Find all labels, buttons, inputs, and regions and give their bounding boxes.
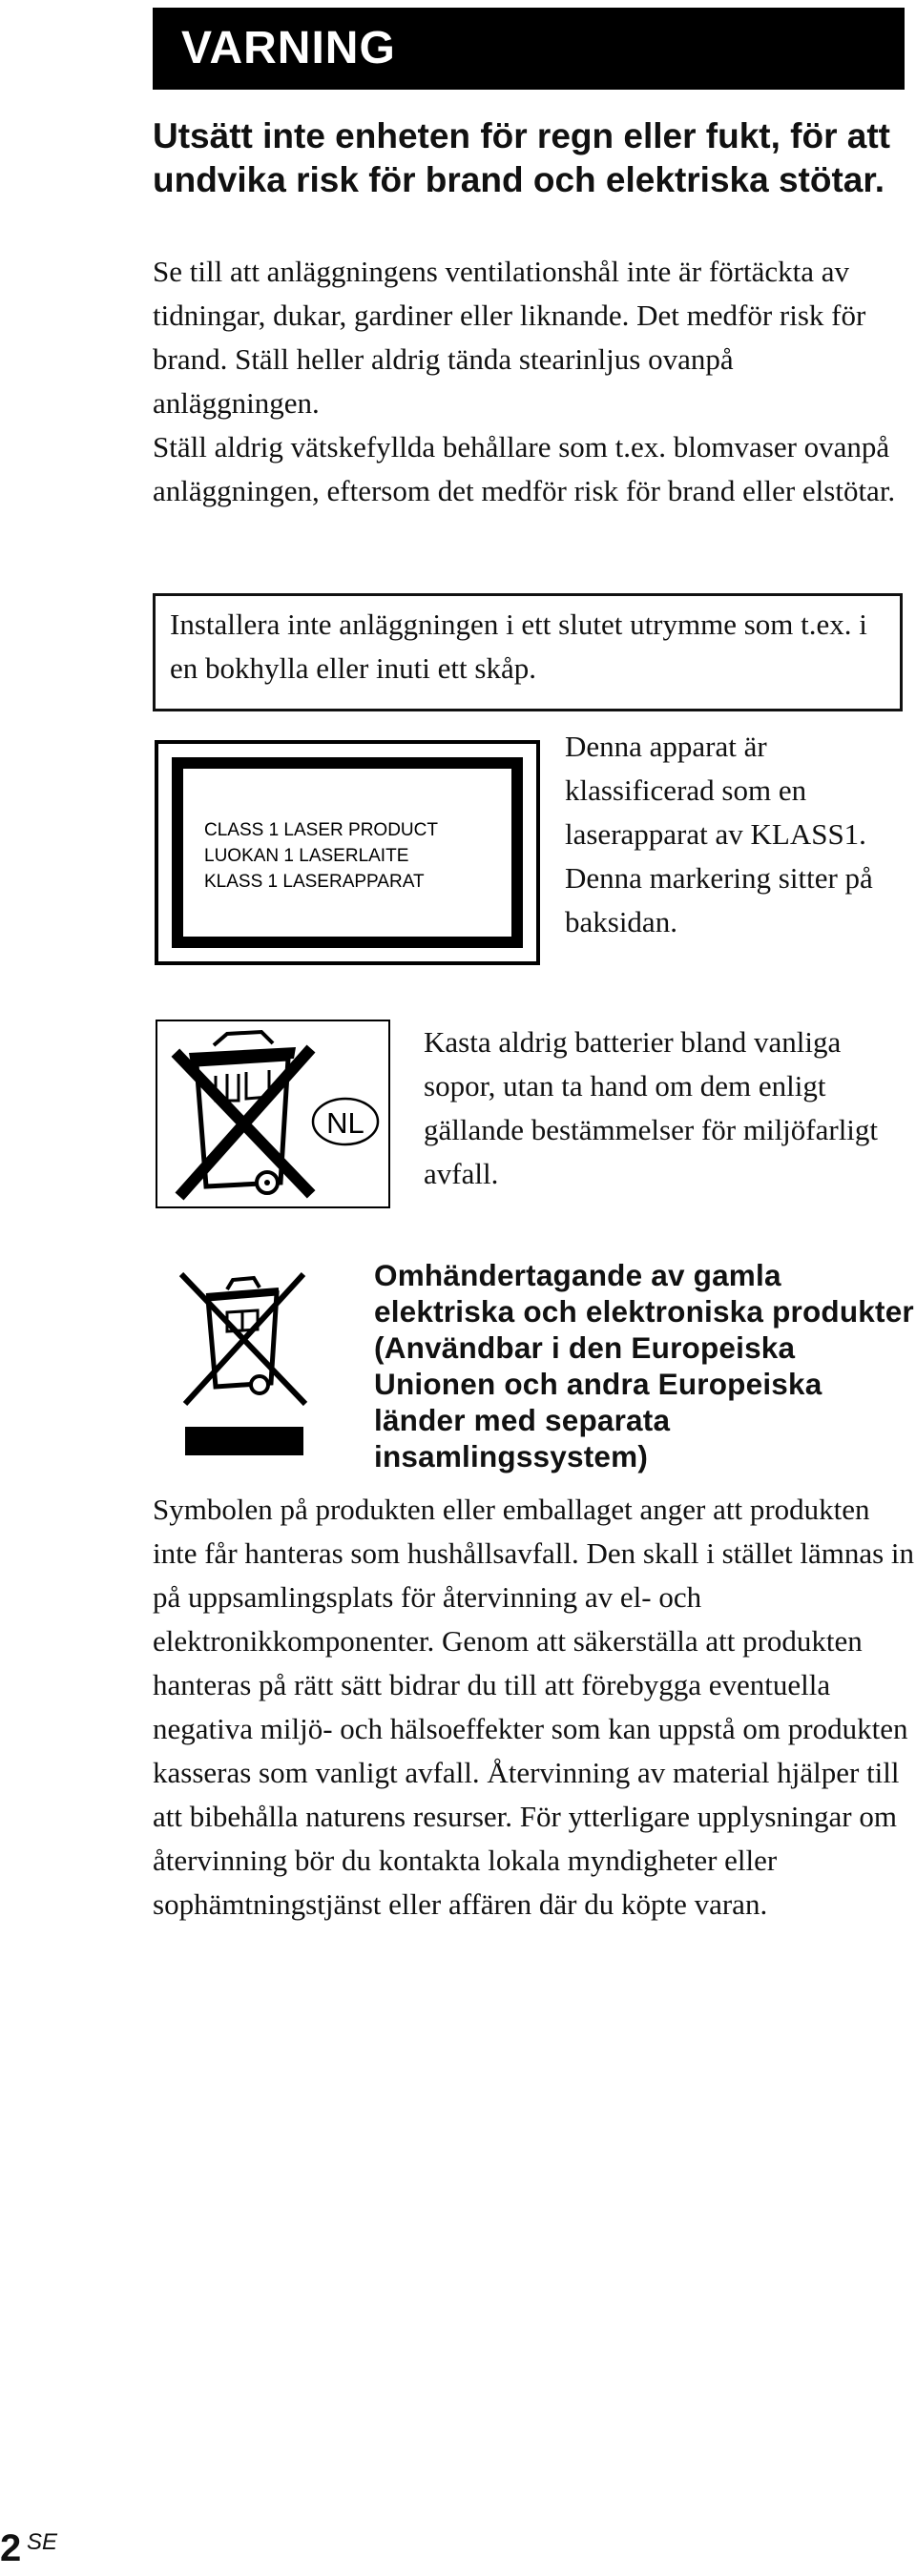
- battery-disposal-text: Kasta aldrig batterier bland vanliga sopor, utan ta hand om dem enligt gällande bestämmelser för miljöfarligt avfall.: [424, 1025, 879, 1190]
- laser-label-line3: KLASS 1 LASERAPPARAT: [204, 872, 425, 892]
- battery-disposal-nl-icon: [155, 1019, 391, 1209]
- laser-class-label: [155, 740, 540, 965]
- liquid-paragraph: Ställ aldrig vätskefyllda behållare som t.ex. blomvaser ovanpå anläggningen, eftersom det medför risk för brand eller elstötar.: [153, 430, 896, 507]
- page-language-suffix: SE: [27, 2529, 58, 2555]
- laser-description: Denna apparat är klassificerad som en laserapparat av KLASS1. Denna markering sitter på baksidan.: [565, 730, 873, 938]
- laser-label-line2: LUOKAN 1 LASERLAITE: [204, 846, 409, 866]
- install-notice-text: Installera inte anläggningen i ett slutet utrymme som t.ex. i en bokhylla eller inuti ett skåp.: [170, 608, 867, 685]
- page-number: 2: [0, 2527, 22, 2569]
- weee-crossed-bin-icon: [172, 1261, 313, 1461]
- laser-label-line1: CLASS 1 LASER PRODUCT: [204, 820, 438, 840]
- weee-heading: Omhändertagande av gamla elektriska och elektroniska produkter (Användbar i den Europeiska Unionen och andra Europeiska länder med separata insamlingssystem): [374, 1258, 914, 1473]
- warning-heading: Utsätt inte enheten för regn eller fukt, för att undvika risk för brand och elektriska stötar.: [153, 116, 890, 199]
- nl-symbol-text: NL: [326, 1106, 364, 1140]
- weee-paragraph: Symbolen på produkten eller emballaget anger att produkten inte får hanteras som hushållsavfall. Den skall i stället lämnas in på uppsamlingsplats för återvinning av el- och elektronikkomponenter. Genom att säkerställa att produkten hanteras på rätt sätt bidrar du till att förebygga eventuella negativa miljö- och hälsoeffekter som kan uppstå om produkten kasseras som vanligt avfall. Återvinning av material hjälper till att bibehålla naturens resurser. För ytterligare upplysningar om återvinning bör du kontakta lokala myndigheter eller sophämtningstjänst eller affären där du köpte varan.: [153, 1493, 915, 1921]
- ventilation-paragraph: Se till att anläggningens ventilationshål inte är förtäckta av tidningar, dukar, gardiner eller liknande. Det medför risk för brand. Ställ heller aldrig tända stearinljus ovanpå anläggningen.: [153, 255, 866, 420]
- warning-title: VARNING: [181, 23, 396, 73]
